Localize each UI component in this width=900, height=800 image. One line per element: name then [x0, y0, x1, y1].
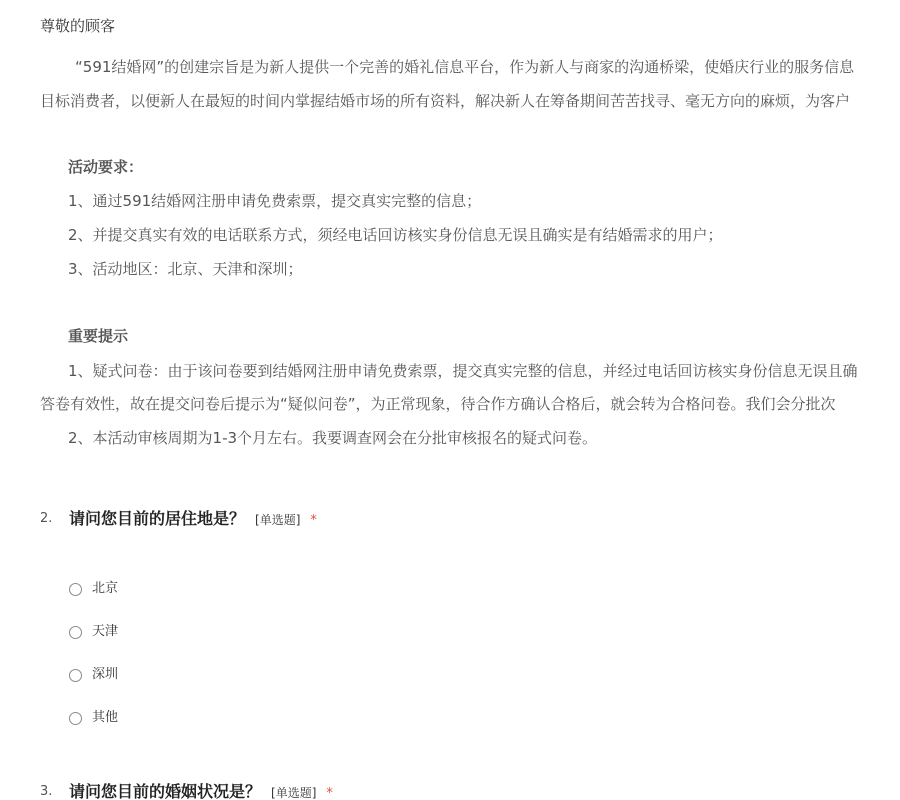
- required-asterisk: *: [326, 786, 333, 800]
- question-text: 请问您目前的婚姻状况是？: [69, 782, 262, 800]
- option-tianjin[interactable]: [69, 622, 118, 642]
- question-title: [69, 782, 333, 800]
- question-text: 请问您目前的居住地是？: [69, 509, 246, 528]
- intro-paragraph-line-1: “591结婚网”的创建宗旨是为新人提供一个完善的婚礼信息平台，作为新人与商家的沟通桥梁，使婚庆行业的服务信息: [75, 58, 855, 76]
- requirement-item-1: 1、通过591结婚网注册申请免费索票，提交真实完整的信息；: [68, 192, 482, 210]
- option-shenzhen[interactable]: [69, 665, 118, 685]
- question-type-label: [单选题]: [271, 786, 317, 800]
- tip-item-1-line-2: 答卷有效性，故在提交问卷后提示为“疑似问卷”，为正常现象，待合作方确认合格后，就会转为合格问卷。我们会分批次: [40, 395, 836, 413]
- option-label: 北京: [92, 581, 119, 596]
- option-beijing[interactable]: [69, 579, 118, 599]
- greeting-text: 尊敬的顾客: [40, 17, 116, 35]
- option-label: 天津: [92, 624, 119, 639]
- radio-button[interactable]: [69, 669, 82, 682]
- required-asterisk: *: [310, 513, 317, 528]
- requirement-item-2: 2、并提交真实有效的电话联系方式，须经电话回访核实身份信息无误且确实是有结婚需求的用户；: [68, 226, 723, 244]
- intro-paragraph-line-2: 目标消费者，以便新人在最短的时间内掌握结婚市场的所有资料，解决新人在筹备期间苦苦找寻、毫无方向的麻烦，为客户: [40, 92, 851, 110]
- question-number: 2.: [40, 511, 53, 526]
- question-number: 3.: [40, 784, 53, 799]
- requirement-item-3: 3、活动地区：北京、天津和深圳；: [68, 260, 303, 278]
- question-title: [69, 509, 317, 531]
- requirements-heading: 活动要求：: [68, 158, 144, 176]
- option-label: 其他: [92, 710, 119, 725]
- tip-item-2: 2、本活动审核周期为1-3个月左右。我要调查网会在分批审核报名的疑式问卷。: [68, 429, 598, 447]
- tip-item-1-line-1: 1、疑式问卷：由于该问卷要到结婚网注册申请免费索票，提交真实完整的信息，并经过电话回访核实身份信息无误且确: [68, 362, 858, 380]
- tips-heading: 重要提示: [68, 327, 129, 345]
- option-label: 深圳: [92, 667, 119, 682]
- question-type-label: [单选题]: [255, 513, 301, 527]
- radio-button[interactable]: [69, 712, 82, 725]
- radio-button[interactable]: [69, 626, 82, 639]
- radio-button[interactable]: [69, 583, 82, 596]
- option-other[interactable]: [69, 708, 118, 728]
